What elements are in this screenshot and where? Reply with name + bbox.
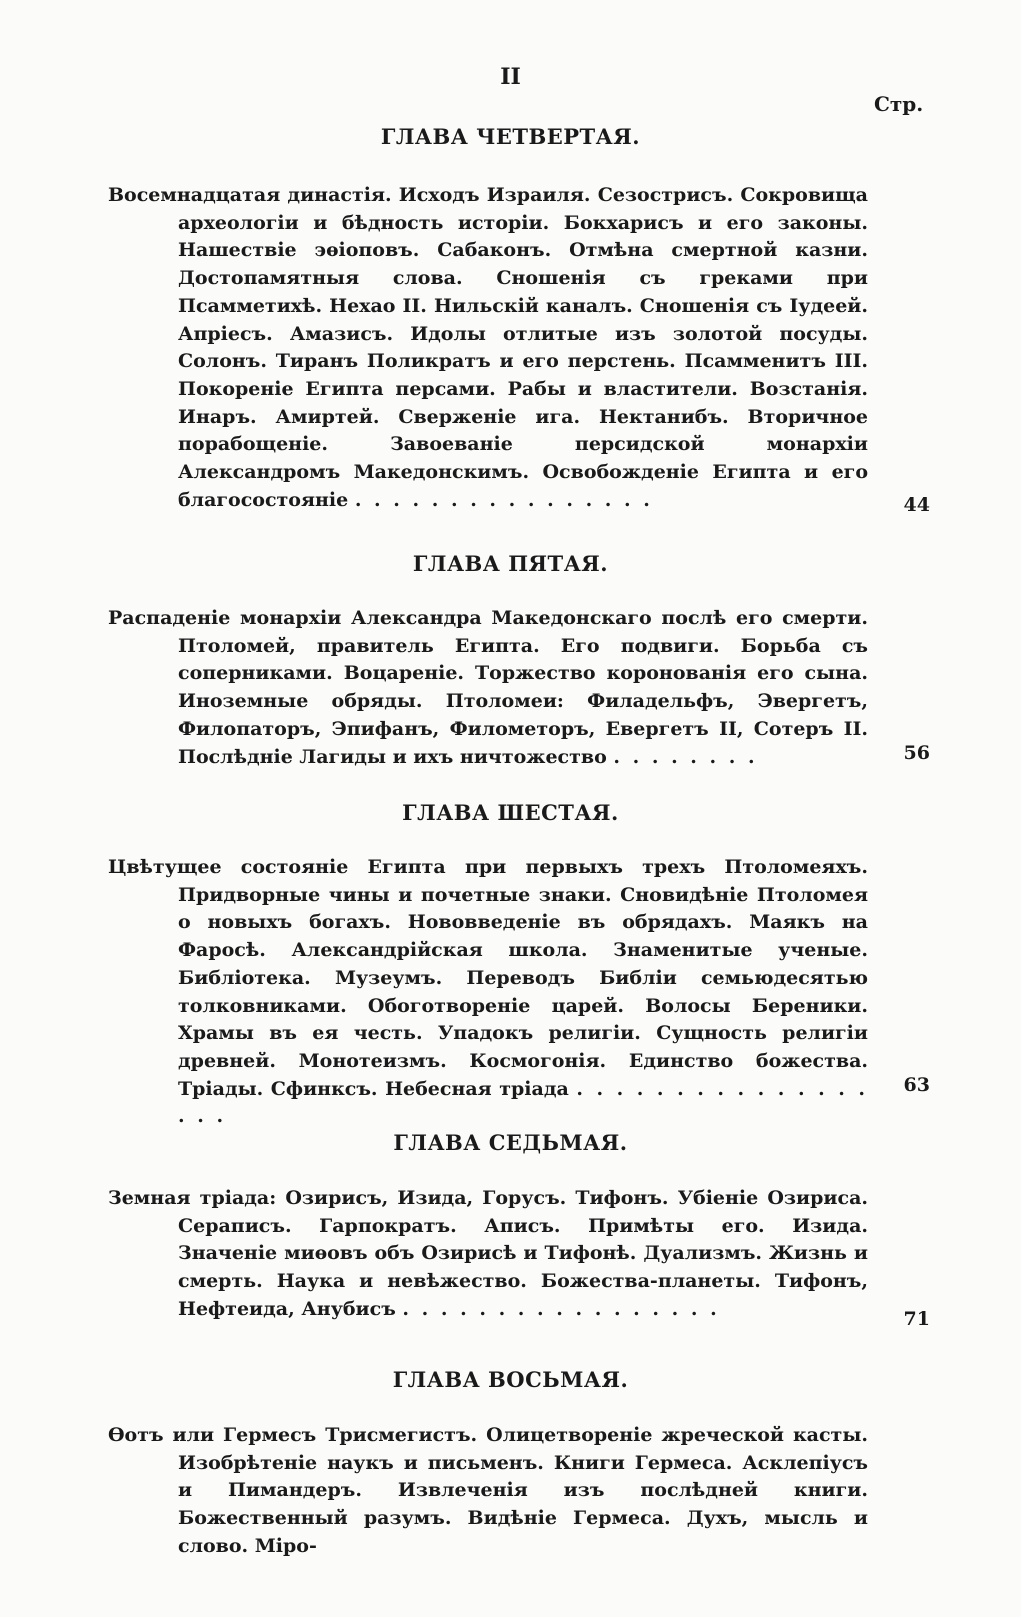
page-number: II bbox=[500, 64, 521, 90]
entry-text: Восемнадцатая династія. Исходъ Израиля. Сезострисъ. Сокровища археологіи и бѣдность исторіи. Бокхарисъ и его законы. Нашествіе эѳіоповъ. Сабаконъ. Отмѣна смертной казни. Достопамятныя слова. Сношенія съ греками при Псамметихѣ. Нехао II. Нильскій каналъ. Сношенія съ Іудеей. Апріесъ. Амазисъ. Идолы отлитые изъ золотой посуды. Солонъ. Тиранъ Поликратъ и его перстень. Псамменитъ III. Покореніе Египта персами. Рабы и властители. Возстанія. Инаръ. Амиртей. Сверженіе ига. Нектанибъ. Вторичное порабощеніе. Завоеваніе персидской монархіи Александромъ Македонскимъ. Освобожденіе Египта и его благосостояніе bbox=[108, 184, 868, 511]
leader-dots: . . . . . . . . . . . . . . . . bbox=[354, 488, 653, 511]
leader-dots: . . . . . . . . . . . . . . . . . . bbox=[178, 1077, 869, 1128]
chapter-entry bbox=[108, 605, 868, 771]
chapter-entry bbox=[108, 182, 868, 514]
chapter-entry bbox=[108, 1422, 868, 1561]
page-reference: 44 bbox=[903, 494, 930, 516]
chapter-entry bbox=[108, 854, 868, 1131]
entry-text: Земная тріада: Озирисъ, Изида, Горусъ. Тифонъ. Убіеніе Озириса. Сераписъ. Гарпократъ. Аписъ. Примѣты его. Изида. Значеніе миѳовъ объ Озирисѣ и Тифонѣ. Дуализмъ. Жизнь и смерть. Наука и невѣжество. Божества-планеты. Тифонъ, Нефтеида, Анубисъ bbox=[108, 1187, 868, 1320]
chapter-title: ГЛАВА ШЕСТАЯ. bbox=[402, 800, 619, 825]
leader-dots: . . . . . . . . . . . . . . . . . bbox=[402, 1297, 720, 1320]
chapter-title: ГЛАВА СЕДЬМАЯ. bbox=[393, 1130, 628, 1155]
page-reference: 56 bbox=[903, 742, 930, 764]
page-reference: 63 bbox=[903, 1074, 930, 1096]
chapter-title: ГЛАВА ВОСЬМАЯ. bbox=[392, 1367, 629, 1392]
leader-dots: . . . . . . . . bbox=[613, 745, 758, 768]
page-reference: 71 bbox=[903, 1308, 930, 1330]
entry-text: Распаденіе монархіи Александра Македонскаго послѣ его смерти. Птоломей, правитель Египта. Его подвиги. Борьба съ соперниками. Воцареніе. Торжество коронованія его сына. Иноземные обряды. Птоломеи: Филадельфъ, Эвергетъ, Филопаторъ, Эпифанъ, Филометоръ, Евергетъ II, Сотеръ II. Послѣдніе Лагиды и ихъ ничтожество bbox=[108, 607, 868, 768]
chapter-entry bbox=[108, 1185, 868, 1324]
chapter-title: ГЛАВА ЧЕТВЕРТАЯ. bbox=[380, 124, 641, 149]
page-column-label: Стр. bbox=[874, 92, 924, 116]
entry-text: Цвѣтущее состояніе Египта при первыхъ трехъ Птоломеяхъ. Придворные чины и почетные знаки. Сновидѣніе Птоломея о новыхъ богахъ. Нововведеніе въ обрядахъ. Маякъ на Фаросѣ. Александрійская школа. Знаменитые ученые. Библіотека. Музеумъ. Переводъ Библіи семьюдесятью толковниками. Обоготвореніе царей. Волосы Береники. Храмы въ ея честь. Упадокъ религіи. Сущность религіи древней. Монотеизмъ. Космогонія. Единство божества. Тріады. Сфинксъ. Небесная тріада bbox=[108, 856, 868, 1100]
chapter-title: ГЛАВА ПЯТАЯ. bbox=[412, 551, 609, 576]
entry-text: Ѳотъ или Гермесъ Трисмегистъ. Олицетвореніе жреческой касты. Изобрѣтеніе наукъ и письменъ. Книги Гермеса. Асклепіусъ и Пимандеръ. Извлеченія изъ послѣдней книги. Божественный разумъ. Видѣніе Гермеса. Духъ, мысль и слово. Міро- bbox=[108, 1424, 868, 1557]
